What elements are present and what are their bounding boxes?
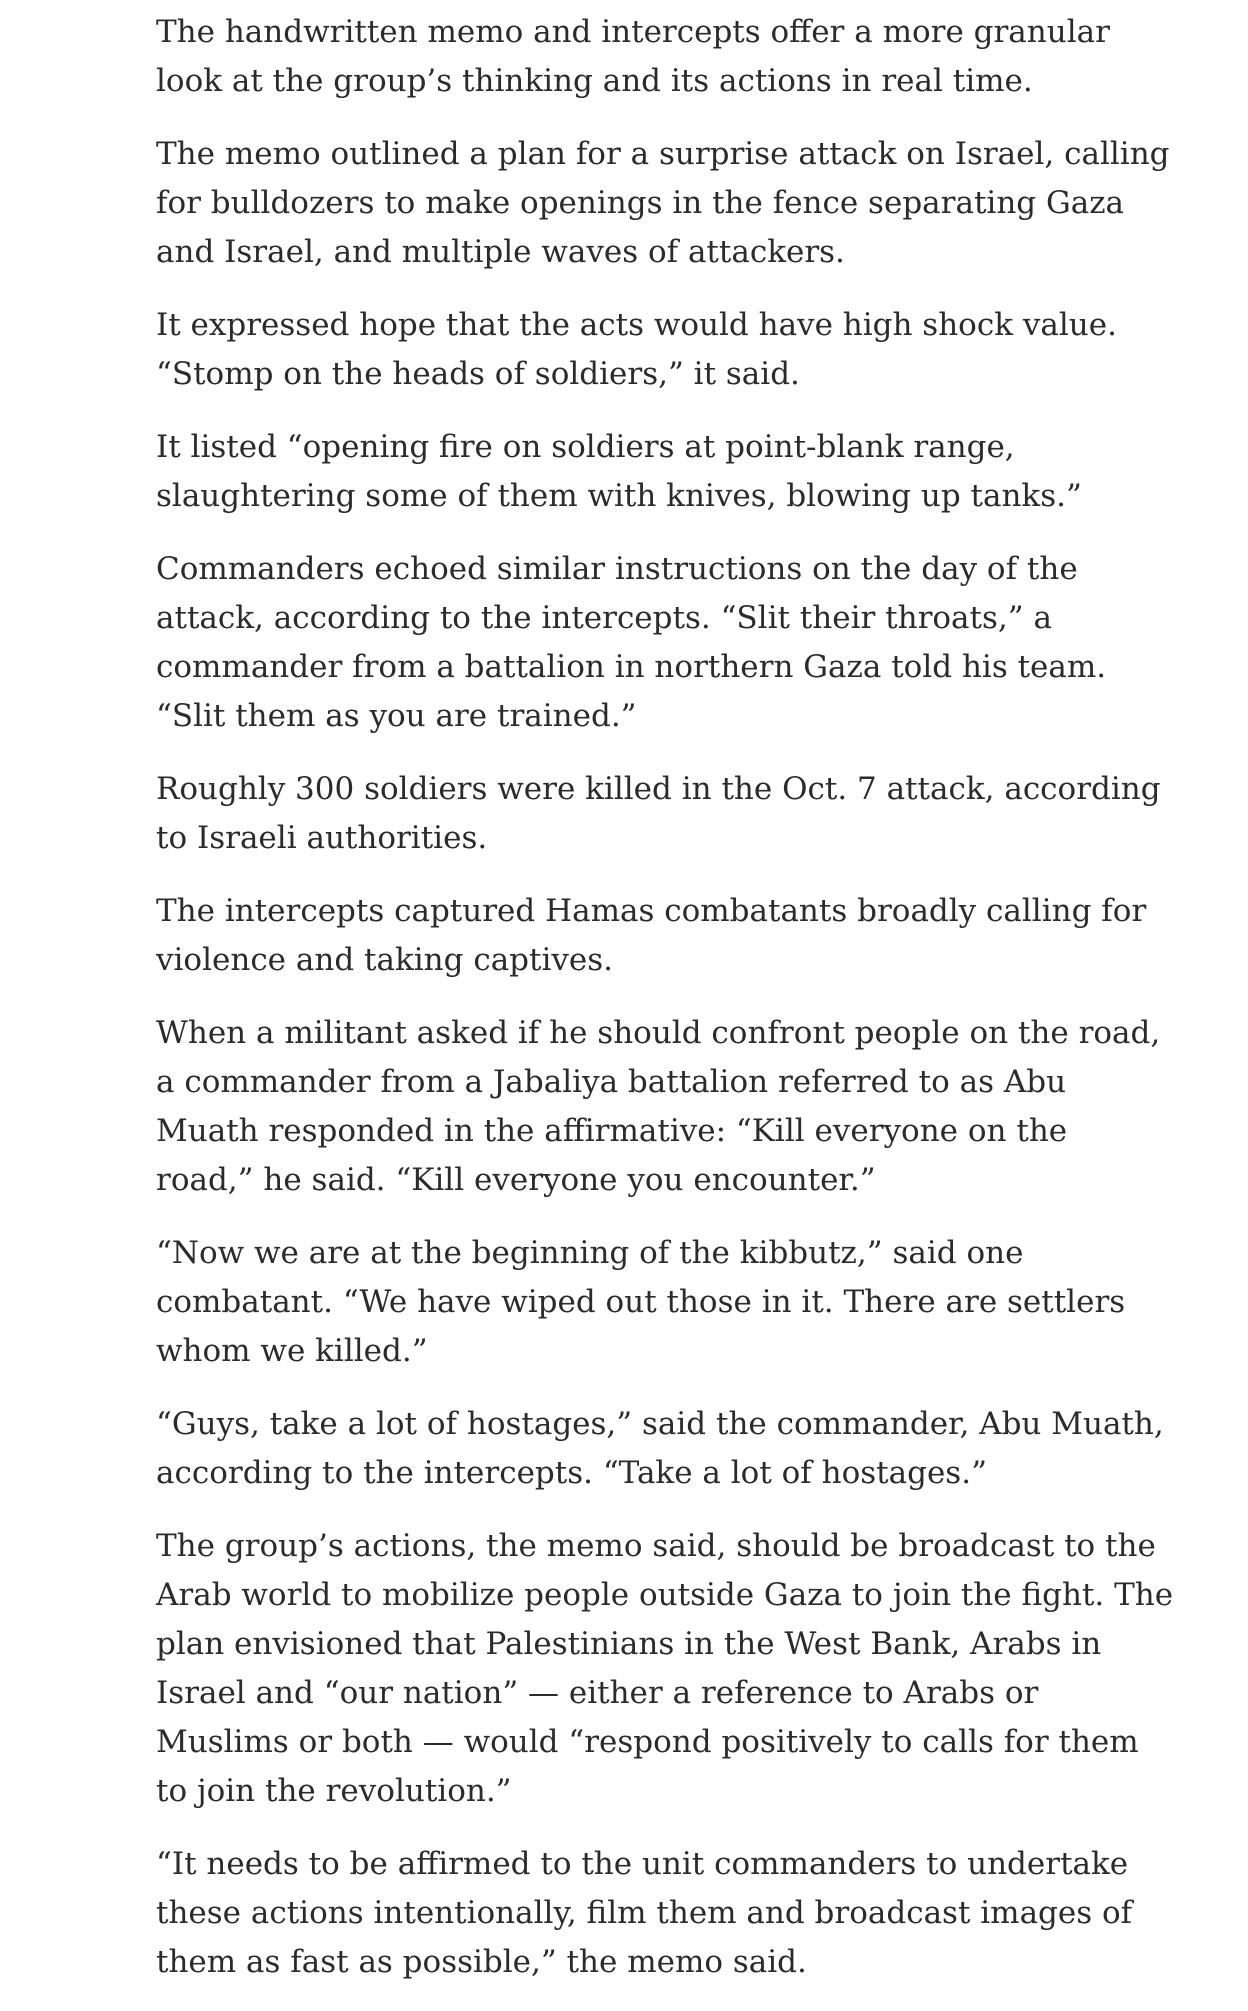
paragraph-line: The handwritten memo and intercepts offer a more granular (156, 14, 1110, 50)
paragraph-line: It expressed hope that the acts would have high shock value. (156, 307, 1117, 343)
paragraph-8 (156, 1009, 1161, 1205)
paragraph-line: When a militant asked if he should confront people on the road, (156, 1015, 1161, 1051)
paragraph-5 (156, 545, 1106, 741)
paragraph-line: Israel and “our nation” — either a reference to Arabs or (156, 1675, 1039, 1711)
paragraph-line: Arab world to mobilize people outside Gaza to join the fight. The (156, 1577, 1174, 1613)
paragraph-7 (156, 887, 1147, 985)
paragraph-line: The intercepts captured Hamas combatants broadly calling for (156, 893, 1147, 929)
paragraph-line: “It needs to be affirmed to the unit commanders to undertake (156, 1846, 1129, 1882)
paragraph-3 (156, 301, 1117, 399)
paragraph-12 (156, 1840, 1133, 1987)
paragraph-line: Muath responded in the affirmative: “Kill everyone on the (156, 1113, 1068, 1149)
paragraph-line: Roughly 300 soldiers were killed in the Oct. 7 attack, according (156, 771, 1161, 807)
paragraph-line: plan envisioned that Palestinians in the West Bank, Arabs in (156, 1626, 1102, 1662)
paragraph-line: look at the group’s thinking and its actions in real time. (156, 63, 1033, 99)
paragraph-line: them as fast as possible,” the memo said. (156, 1944, 807, 1980)
paragraph-line: for bulldozers to make openings in the fence separating Gaza (156, 185, 1125, 221)
paragraph-1 (156, 8, 1110, 106)
paragraph-line: and Israel, and multiple waves of attackers. (156, 234, 845, 270)
paragraph-line: “Slit them as you are trained.” (156, 698, 637, 734)
paragraph-line: these actions intentionally, film them and broadcast images of (156, 1895, 1133, 1931)
paragraph-line: to Israeli authorities. (156, 820, 488, 856)
paragraph-line: road,” he said. “Kill everyone you encounter.” (156, 1162, 876, 1198)
paragraph-line: The memo outlined a plan for a surprise attack on Israel, calling (156, 136, 1170, 172)
paragraph-11 (156, 1522, 1174, 1816)
paragraph-line: whom we killed.” (156, 1333, 428, 1369)
paragraph-10 (156, 1400, 1164, 1498)
paragraph-line: according to the intercepts. “Take a lot of hostages.” (156, 1455, 987, 1491)
paragraph-line: violence and taking captives. (156, 942, 614, 978)
paragraph-line: “Stomp on the heads of soldiers,” it said. (156, 356, 800, 392)
paragraph-2 (156, 130, 1170, 277)
paragraph-4 (156, 423, 1106, 521)
paragraph-line: attack, according to the intercepts. “Slit their throats,” a (156, 600, 1052, 636)
paragraph-line: a commander from a Jabaliya battalion referred to as Abu (156, 1064, 1067, 1100)
paragraph-9 (156, 1229, 1126, 1376)
paragraph-6 (156, 765, 1161, 863)
paragraph-line: “Guys, take a lot of hostages,” said the commander, Abu Muath, (156, 1406, 1164, 1442)
paragraph-line: “Now we are at the beginning of the kibbutz,” said one (156, 1235, 1024, 1271)
paragraph-line: It listed “opening fire on soldiers at point-blank range, (156, 429, 1015, 465)
paragraph-line: slaughtering some of them with knives, blowing up tanks.” (156, 478, 1082, 514)
paragraph-line: Commanders echoed similar instructions on the day of the (156, 551, 1078, 587)
paragraph-line: combatant. “We have wiped out those in it. There are settlers (156, 1284, 1126, 1320)
paragraph-line: to join the revolution.” (156, 1773, 512, 1809)
article-body (156, 8, 1174, 2011)
paragraph-line: Muslims or both — would “respond positively to calls for them (156, 1724, 1139, 1760)
paragraph-line: commander from a battalion in northern Gaza told his team. (156, 649, 1107, 685)
paragraph-line: The group’s actions, the memo said, should be broadcast to the (156, 1528, 1156, 1564)
